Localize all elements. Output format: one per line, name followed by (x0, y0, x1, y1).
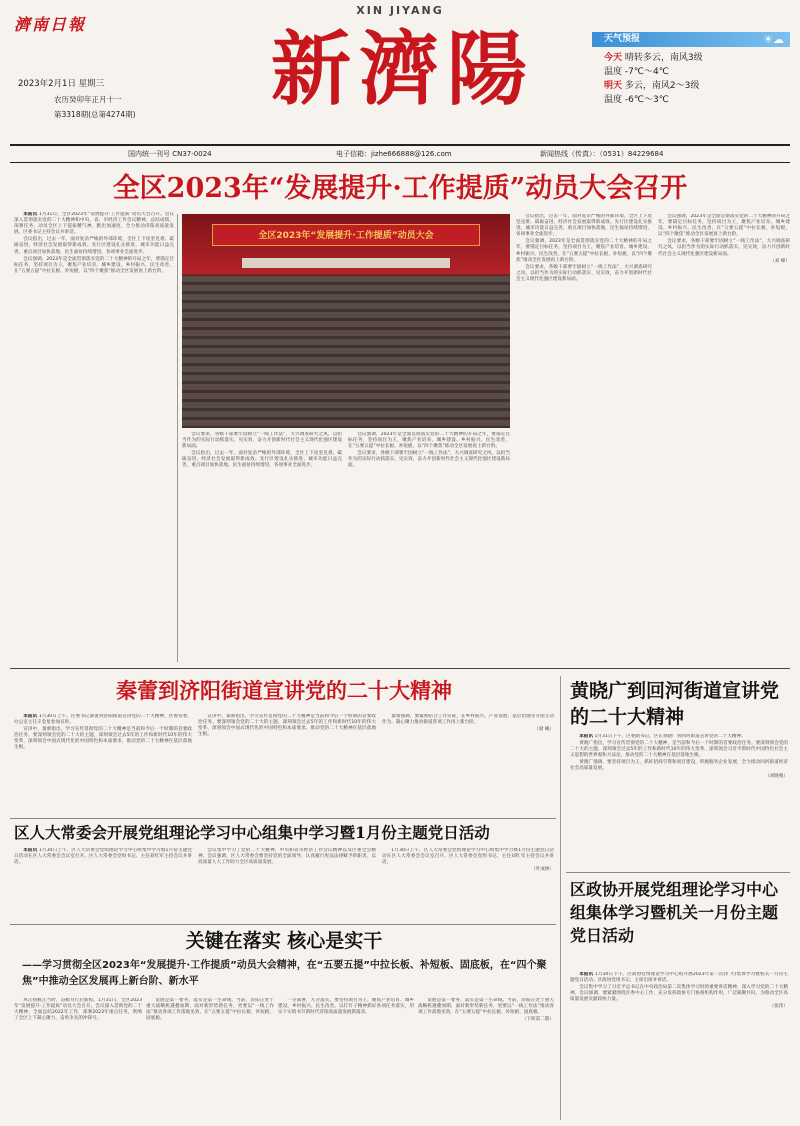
lead-text-col3 (348, 432, 510, 664)
lead-para-6: 会议强调，2023年是全面贯彻落实党的二十大精神的开局之年，要锚定目标任务，坚持项目为王，聚焦产业培育、城乡建设、乡村振兴、民生改善，在“五要五提”中拉长板、补短板，以“四个聚焦”推动全区发展再上新台阶。 (348, 432, 510, 450)
qinlei-text-col1 (14, 714, 192, 814)
newspaper-title: 新濟陽 (271, 22, 535, 116)
renda-text-col1 (14, 848, 192, 918)
commentary-para-4: 发展是第一要务，落实是第一生命线。当前，济阳正处于重大战略机遇叠加期，面对新形势新任务，更要以“一线工作法”推动各项工作落地见效，在“五要五提”中拉长板、补短板、固底板。 (418, 998, 554, 1016)
huang-para-1: 1月31日下午，区委副书记、区长黄晓广到回河街道宣讲党的二十大精神。 (594, 734, 746, 739)
huang-byline: （刘晓燕） (765, 773, 788, 779)
weather-header (592, 32, 790, 47)
sun-cloud-icon: ☀☁ (763, 33, 784, 46)
contact-email: 电子信箱：jizhe666888@126.com (336, 150, 452, 158)
renda-text-col3 (382, 848, 554, 918)
weather-rows (592, 47, 790, 107)
weather-box (592, 32, 790, 136)
commentary-text-col4 (418, 998, 554, 1120)
lead-para-1: 1月31日，全区2023年“发展提升·工作提质”动员大会召开。会议深入贯彻落实党的二十大精神和中央、省、市经济工作会议精神，总结成绩、部署任务，动员全区上下提振精气神、跑出加速度，全力推动济阳高质量发展。区委书记主持会议并讲话。 (14, 212, 174, 236)
podium-table (242, 258, 450, 268)
zhengxie-para-2: 会议集中学习了习近平总书记在中央政治局第二次集体学习时的重要讲话精神，深入学习党的二十大精神。会议强调，要紧紧围绕区委中心工作，充分发挥政协专门协商机构作用，广泛凝聚共识，为推动全区高质量发展贡献政协力量。 (570, 985, 788, 1003)
renda-para-2: 会议集中学习了党的二十大精神、中央和省市经济工作会议精神以及区委全会精神。会议强调，区人大常委会要坚持党的全面领导，认真履行宪法法律赋予的职责，以高质量人大工作助力全区高质量发展。 (198, 848, 376, 866)
issue-number: 第3318期(总第4274期) (54, 110, 136, 119)
commentary-rule (10, 924, 556, 925)
lead-para-11: 会议强调，2023年是全面贯彻落实党的二十大精神的开局之年，要锚定目标任务，坚持项目为王，聚焦产业培育、城乡建设、乡村振兴、民生改善，在“五要五提”中拉长板、补短板，以“四个聚焦”推动全区发展再上新台阶。 (658, 214, 790, 238)
huang-headline: 黄晓广到回河街道宣讲党的二十大精神 (570, 680, 780, 728)
zhengxie-text (570, 972, 788, 1120)
weather-today-temp: -7℃～4℃ (624, 67, 669, 77)
huang-para-3: 黄晓广强调，要坚持项目为王，抓好招商引资和项目建设，积极服务企业发展，全力推动回河街道经济社会高质量发展。 (570, 760, 788, 772)
lead-headline: 全区2023年“发展提升·工作提质”动员大会召开 (112, 173, 688, 204)
renda-para-1: 1月30日上午，区人大常委会党组理论学习中心组集中学习暨1月份主题党日活动在区人大常委会会议室召开。区人大常委会党组书记、主任刘红军主持会议并讲话。 (14, 848, 192, 866)
lead-para-7: 会议要求，各级干部要牢固树立“一线工作法”，大兴调查研究之风，以担当作为的实际行动抓落实、见实效，奋力开创新时代社会主义现代化强区建设新局面。 (348, 451, 510, 469)
publication-code: 国内统一刊号 CN37-0024 (128, 150, 212, 158)
qinlei-para-1: 1月30日上午，区委书记秦蕾到济阳街道宣讲党的二十大精神，区委常委、办公室主任辛金星参加宣讲。 (14, 714, 192, 726)
commentary-byline: （下转第二版） (521, 1017, 554, 1023)
right-col-divider (560, 676, 561, 1120)
weather-today-temp-label: 温度 (604, 67, 623, 77)
issue-date: 2023年2月1日 星期三 (18, 79, 105, 89)
lead-text-col2 (182, 432, 342, 664)
newspaper-logo (14, 12, 134, 34)
weather-today-label: 今天 (604, 53, 623, 63)
commentary-headline: 关键在落实 核心是实干 (185, 930, 383, 952)
qinlei-headline: 秦蕾到济阳街道宣讲党的二十大精神 (116, 678, 452, 703)
section-rule (10, 668, 790, 669)
qinlei-text-col2 (198, 714, 376, 814)
qinlei-byline: （梁 曦） (534, 727, 554, 733)
zhengxie-dateline: 本报讯 (579, 972, 594, 977)
commentary-para-3: 一分部署，九分落实。要坚持项目为王，聚焦产业培育、城乡建设、乡村振兴、民生改善，以钉钉子精神抓好各项任务落实，用实干实绩书写新时代济阳高质量发展新篇章。 (278, 998, 414, 1016)
commentary-text-col3 (278, 998, 414, 1120)
info-rule (10, 162, 790, 163)
lead-para-10: 会议要求，各级干部要牢固树立“一线工作法”，大兴调查研究之风，以担当作为的实际行动抓落实、见实效，奋力开创新时代社会主义现代化强区建设新局面。 (516, 264, 652, 282)
renda-text-col2 (198, 848, 376, 918)
commentary-para-1: 风正扬帆正当时，奋楫笃行启新程。1月31日，全区2023年“发展提升·工作提质”动员大会召开。会议深入贯彻党的二十大精神，全面总结2022年工作，部署2023年重点任务，吹响了全区上下凝心聚力、奋勇争先的冲锋号。 (14, 998, 142, 1022)
qinlei-text-col3 (382, 714, 554, 814)
weather-header-label: 天气预报 (604, 34, 641, 44)
renda-dateline: 本报讯 (23, 848, 38, 853)
lead-photo (182, 214, 510, 428)
commentary-text-col2 (146, 998, 274, 1120)
audience-rows (182, 276, 510, 428)
commentary-para-2: 发展是第一要务，落实是第一生命线。当前，济阳正处于重大战略机遇叠加期，面对新形势新任务，更要以“一线工作法”推动各项工作落地见效，在“五要五提”中拉长板、补短板、固底板。 (146, 998, 274, 1022)
commentary-subhead: ——学习贯彻全区2023年“发展提升·工作提质”动员大会精神，在“五要五提”中拉长板、补短板、固底板，在“四个聚焦”中推动全区发展再上新台阶、新水平 (22, 960, 547, 987)
weather-tomorrow-cond: 多云，南风2～3级 (624, 81, 700, 91)
huang-para-2: 黄晓广指出，学习宣传贯彻党的二十大精神，是当前和今后一个时期的首要政治任务。要深刻领会党的二十大的主题，深刻领会过去5年的工作和新时代10年的伟大变革，深刻领会习近平新时代中国特色社会主义思想的世界观和方法论，推动党的二十大精神在基层落地生根。 (570, 741, 788, 759)
lead-para-12: 会议要求，各级干部要牢固树立“一线工作法”，大兴调查研究之风，以担当作为的实际行动抓落实、见实效，奋力开创新时代社会主义现代化强区建设新局面。 (658, 239, 790, 257)
lead-text-col5 (658, 214, 790, 664)
lead-para-3: 会议强调，2023年是全面贯彻落实党的二十大精神的开局之年，要锚定目标任务，坚持项目为王，聚焦产业培育、城乡建设、乡村振兴、民生改善，在“五要五提”中拉长板、补短板，以“四个聚焦”推动全区发展再上新台阶。 (14, 256, 174, 274)
huang-dateline: 本报讯 (579, 734, 593, 739)
zhengxie-headline: 区政协开展党组理论学习中心组集体学习暨机关一月份主题党日活动 (570, 880, 779, 945)
lead-dateline: 本报讯 (23, 212, 38, 217)
huang-text (570, 734, 788, 870)
lead-para-8: 会议指出，过去一年，面对复杂严峻的外部环境，全区上下攻坚克难、砥砺奋进，经济社会发展取得新成效。先行区建设扎实推进，城市功能日益完善，重点项目加快落地，民生福祉持续增进，各项事业全面进步。 (516, 214, 652, 238)
masthead-rule (10, 144, 790, 146)
lead-byline: （刘 峰） (770, 258, 790, 264)
renda-headline: 区人大常委会开展党组理论学习中心组集中学习暨1月份主题党日活动 (14, 823, 490, 842)
weather-tomorrow-temp-label: 温度 (604, 95, 623, 105)
news-hotline: 新闻热线（传真）：（0531）84229684 (540, 150, 664, 158)
renda-rule (10, 818, 556, 819)
weather-today-cond: 晴转多云，南风3级 (624, 53, 703, 63)
commentary-text-col1 (14, 998, 142, 1120)
col-divider (177, 214, 178, 662)
info-bar (10, 147, 790, 161)
zhengxie-rule (566, 872, 790, 873)
weather-tomorrow-label: 明天 (604, 81, 623, 91)
lead-para-5: 会议指出，过去一年，面对复杂严峻的外部环境，全区上下攻坚克难、砥砺奋进，经济社会发展取得新成效。先行区建设扎实推进，城市功能日益完善，重点项目加快落地，民生福祉持续增进，各项事业全面进步。 (182, 451, 342, 469)
qinlei-dateline: 本报讯 (23, 714, 38, 719)
stage-banner: 全区2023年“发展提升·工作提质”动员大会 (212, 224, 480, 246)
lead-para-2: 会议指出，过去一年，面对复杂严峻的外部环境，全区上下攻坚克难、砥砺奋进，经济社会发展取得新成效。先行区建设扎实推进，城市功能日益完善，重点项目加快落地，民生福祉持续增进，各项事业全面进步。 (14, 237, 174, 255)
lunar-date: 农历癸卯年正月十一 (54, 95, 122, 104)
lead-para-4: 会议要求，各级干部要牢固树立“一线工作法”，大兴调查研究之风，以担当作为的实际行动抓落实、见实效，奋力开创新时代社会主义现代化强区建设新局面。 (182, 432, 342, 450)
qinlei-para-2: 宣讲中，秦蕾指出，学习宣传贯彻党的二十大精神是当前和今后一个时期的首要政治任务。要深刻领会党的二十大的主题，深刻领会过去5年的工作和新时代10年的伟大变革，深刻领会中国式现代化的中国特色和本质要求，推动党的二十大精神在基层落地生根。 (14, 727, 192, 751)
lead-text-col4 (516, 214, 652, 664)
weather-tomorrow-temp: -6℃～3℃ (624, 95, 669, 105)
lead-para-9: 会议强调，2023年是全面贯彻落实党的二十大精神的开局之年，要锚定目标任务，坚持项目为王，聚焦产业培育、城乡建设、乡村振兴、民生改善，在“五要五提”中拉长板、补短板，以“四个聚焦”推动全区发展再上新台阶。 (516, 239, 652, 263)
renda-byline: （叶成林） (531, 867, 554, 873)
renda-para-3: 1月30日上午，区人大常委会党组理论学习中心组集中学习暨1月份主题党日活动在区人大常委会会议室召开。区人大常委会党组书记、主任刘红军主持会议并讲话。 (382, 848, 554, 866)
issue-date-block (18, 78, 178, 121)
title-pinyin: XIN JIYANG (356, 4, 444, 17)
qinlei-para-4: 秦蕾强调，要紧密结合工作实际，在乡村振兴、产业发展、基层治理等方面主动作为，凝心聚力推动街道各项工作再上新台阶。 (382, 714, 554, 726)
zhengxie-byline: （张伟） (769, 1004, 788, 1010)
logo-text: 濟南日報 (14, 15, 87, 34)
qinlei-para-3: 宣讲中，秦蕾指出，学习宣传贯彻党的二十大精神是当前和今后一个时期的首要政治任务。要深刻领会党的二十大的主题，深刻领会过去5年的工作和新时代10年的伟大变革，深刻领会中国式现代化的中国特色和本质要求，推动党的二十大精神在基层落地生根。 (198, 714, 376, 738)
zhengxie-para-1: 1月30日下午，区政协党组理论学习中心组开展2023年第一次(扩大)集体学习暨机关一月份主题党日活动。区政协党组书记、主席出席并讲话。 (570, 972, 788, 984)
lead-text-col1 (14, 212, 174, 664)
